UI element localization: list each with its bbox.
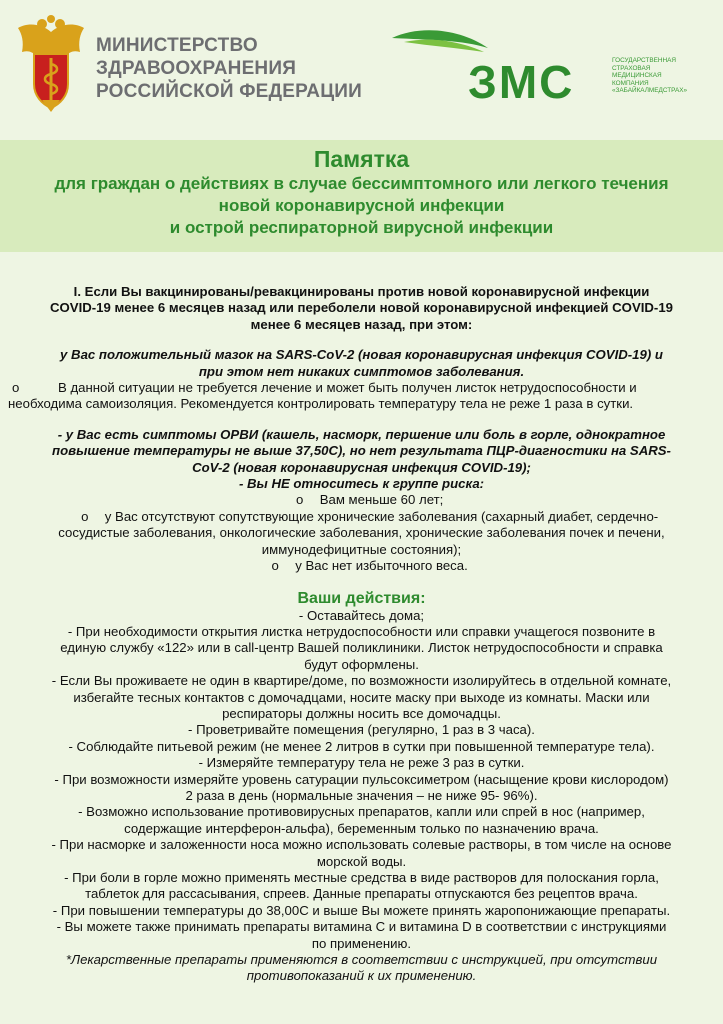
bullet-mark: o — [12, 380, 20, 396]
title-subline: для граждан о действиях в случае бессимптомного или легкого течения — [54, 174, 669, 193]
title-band — [0, 140, 723, 252]
text-line: В данной ситуации не требуется лечение и может быть получен листок нетрудоспособности и — [58, 380, 637, 396]
bullet-mark: o — [81, 508, 89, 524]
case1-text — [8, 380, 715, 413]
risk-text: иммунодефицитные состояния); — [261, 541, 462, 557]
zms-caption-line: ГОСУДАРСТВЕННАЯ — [612, 57, 676, 64]
ministry-emblem-icon — [12, 14, 90, 114]
heading-line: COVID-19 менее 6 месяцев назад или переболели новой коронавирусной инфекцией COVID-19 — [50, 300, 673, 316]
action-line: респираторы должны носить все домочадцы. — [222, 705, 501, 721]
risk-text: сосудистые заболевания, онкологические заболевания, хронические заболевания почек и печени, — [58, 525, 665, 541]
case2-heading — [8, 427, 715, 493]
action-line: - При повышении температуры до 38,00С и выше Вы можете принять жаропонижающие препараты. — [52, 902, 671, 918]
title-subline: новой коронавирусной инфекции — [218, 196, 505, 215]
ministry-line: РОССИЙСКОЙ ФЕДЕРАЦИИ — [96, 81, 363, 102]
ministry-line: МИНИСТЕРСТВО — [96, 35, 258, 56]
action-line: - Возможно использование противовирусных препаратов, капли или спрей в нос (например, — [78, 804, 645, 820]
action-line: - Проветривайте помещения (регулярно, 1 раз в 3 часа). — [188, 722, 535, 738]
zms-logo — [392, 26, 622, 106]
text-line: необходима самоизоляция. Рекомендуется контролировать температуру тела не реже 1 раза в сутки. — [8, 396, 634, 412]
zms-logo-text: ЗМС — [468, 56, 575, 106]
action-line: содержащие интерферон-альфа), беременным только по назначению врача. — [124, 820, 599, 836]
heading-line: I. Если Вы вакцинированы/ревакцинированы против новой коронавирусной инфекции — [73, 284, 650, 299]
ministry-name — [96, 34, 362, 103]
title-subline: и острой респираторной вирусной инфекции — [169, 218, 554, 237]
page-title: Памятка — [313, 146, 410, 172]
action-line: единую службу «122» или в call-центр Вашей поликлиники. Листок нетрудоспособности и справка — [60, 640, 663, 656]
bullet-mark: o — [296, 492, 304, 508]
risk-text: Вам меньше 60 лет; — [319, 492, 444, 508]
action-line: - Измеряйте температуру тела не реже 3 раз в сутки. — [198, 755, 525, 771]
risk-item — [8, 509, 715, 525]
zms-caption-line: «ЗАБАЙКАЛМЕДСТРАХ» — [612, 87, 688, 95]
action-line: будут оформлены. — [304, 656, 419, 672]
memo-body — [8, 284, 715, 985]
case-line: у Вас положительный мазок на SARS-CoV-2 (новая коронавирусная инфекция COVID-19) и — [60, 347, 663, 363]
case1-heading — [8, 347, 715, 380]
action-line: таблеток для рассасывания, спреев. Данные препараты отпускаются без рецептов врача. — [85, 886, 638, 902]
case-line: повышение температуры не выше 37,50С), но нет результата ПЦР-диагностики на SARS- — [52, 443, 671, 459]
case-line: - Вы НЕ относитесь к группе риска: — [238, 476, 485, 492]
actions-list — [8, 608, 715, 953]
risk-text: у Вас нет избыточного веса. — [295, 558, 468, 574]
footnote-line: *Лекарственные препараты применяются в соответствии с инструкцией, при отсутствии — [65, 952, 658, 968]
heading-line: менее 6 месяцев назад, при этом: — [250, 316, 473, 332]
action-line: - При насморке и заложенности носа можно использовать солевые растворы, в том числе на основе — [51, 837, 672, 853]
risk-item — [8, 492, 715, 508]
zms-caption-line: МЕДИЦИНСКАЯ — [612, 72, 662, 80]
action-line: - Оставайтесь дома; — [298, 607, 425, 623]
section1-heading — [8, 284, 715, 333]
footnote-line: противопоказаний к их применению. — [246, 968, 477, 984]
case1-bullet-line — [8, 380, 715, 396]
risk-text: у Вас отсутствуют сопутствующие хронические заболевания (сахарный диабет, сердечно- — [104, 508, 659, 524]
footnote — [8, 952, 715, 985]
header — [0, 0, 723, 130]
risk-item — [8, 558, 715, 574]
action-line: - Соблюдайте питьевой режим (не менее 2 литров в сутки при повышенной температуре тела). — [68, 738, 655, 754]
action-line: морской воды. — [316, 853, 407, 869]
risk-list — [8, 492, 715, 574]
zms-caption-line: СТРАХОВАЯ — [612, 64, 651, 72]
action-line: - При боли в горле можно применять местные средства в виде растворов для полоскания горла, — [64, 870, 659, 885]
case-line: - у Вас есть симптомы ОРВИ (кашель, насморк, першение или боль в горле, однократное — [57, 426, 666, 442]
action-line: - Если Вы проживаете не один в квартире/доме, по возможности изолируйтесь в отдельной комнате, — [51, 673, 672, 689]
action-line: 2 раза в день (нормальные значения – не ниже 95- 96%). — [185, 787, 538, 803]
bullet-mark: o — [271, 558, 279, 574]
action-line: - Вы можете также принимать препараты витамина С и витамина D в соответствии с инструкциями — [56, 919, 667, 935]
zms-caption — [612, 57, 687, 95]
case-line: CoV-2 (новая коронавирусная инфекция COVID-19); — [192, 459, 531, 475]
action-line: избегайте тесных контактов с домочадцами, носите маску при выходе из комнаты. Маски или — [73, 689, 650, 705]
actions-heading: Ваши действия: — [297, 589, 426, 607]
ministry-line: ЗДРАВООХРАНЕНИЯ — [96, 58, 297, 79]
case-line: при этом нет никаких симптомов заболевания. — [198, 363, 525, 379]
action-line: - При необходимости открытия листка нетрудоспособности или справки учащегося позвоните в — [67, 623, 656, 639]
zms-caption-line: КОМПАНИЯ — [612, 79, 649, 87]
action-line: по применению. — [311, 935, 412, 951]
action-line: - При возможности измеряйте уровень сатурации пульсоксиметром (насыщение крови кислородом) — [54, 771, 669, 787]
